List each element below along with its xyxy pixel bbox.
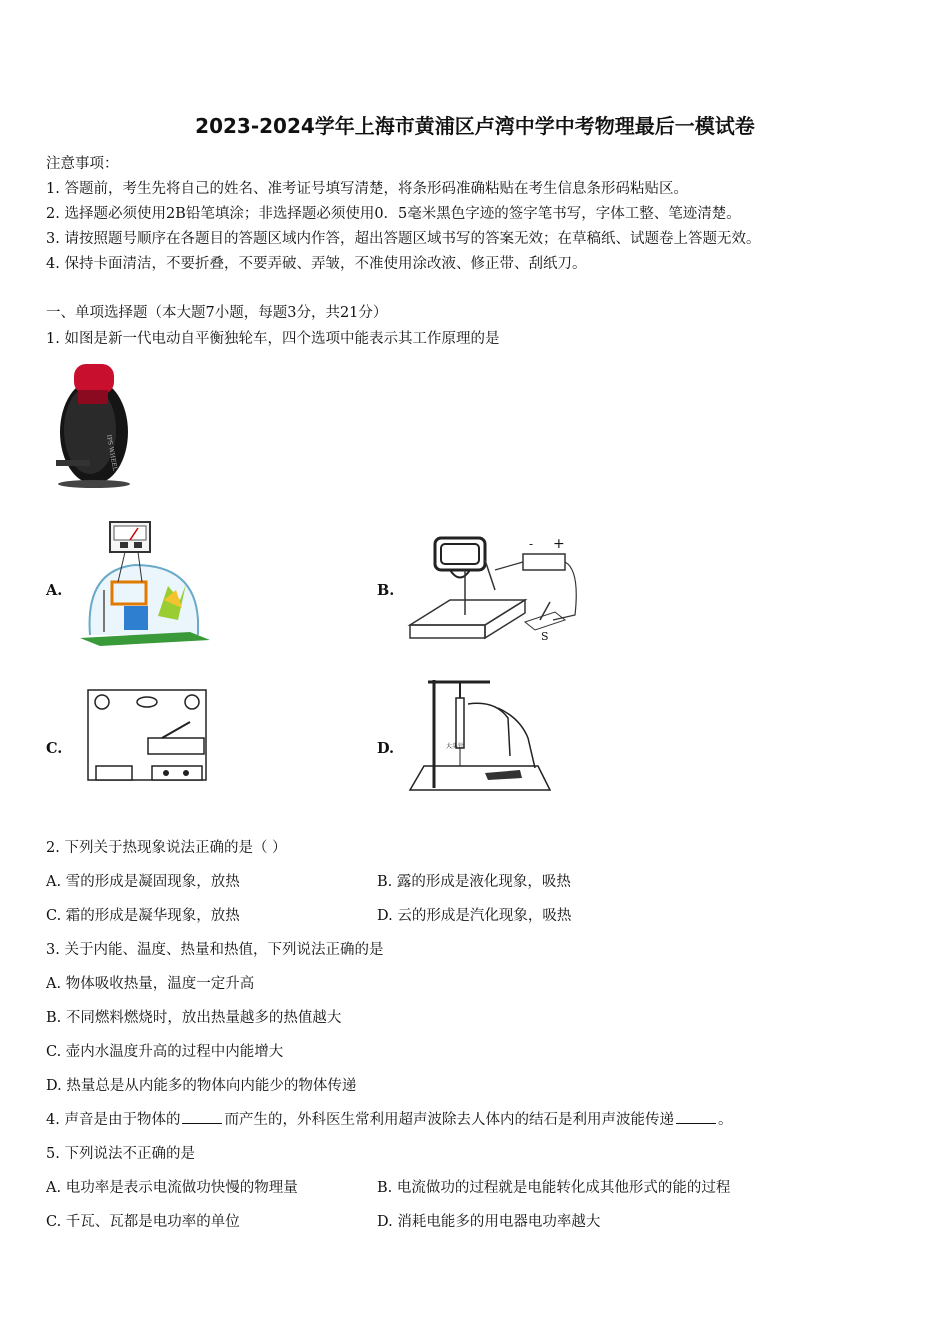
switch-label: S (541, 630, 549, 643)
question-1-stem: 1. 如图是新一代电动自平衡独轮车，四个选项中能表示其工作原理的是 (46, 331, 500, 347)
notice-item-1: 1. 答题前，考生先将自己的姓名、准考证号填写清楚，将条形码准确粘贴在考生信息条形码粘贴区。 (46, 181, 688, 197)
q5-option-b: B. 电流做功的过程就是电能转化成其他形式的能的过程 (377, 1180, 731, 1196)
q1-option-b-label: B. (377, 582, 395, 599)
q4-part-1: 4. 声音是由于物体的 (46, 1112, 181, 1128)
q4-part-3: 。 (717, 1112, 733, 1128)
q4-part-2: 而产生的，外科医生常利用超声波除去人体内的结石是利用声波能传递 (224, 1112, 674, 1128)
page-title: 2023-2024学年上海市黄浦区卢湾中学中考物理最后一模试卷 (195, 114, 755, 138)
q4-blank-2[interactable] (676, 1111, 716, 1124)
q1-option-a-label: A. (46, 582, 63, 599)
pin-label: 大头针 (446, 743, 465, 750)
battery-minus: - (529, 537, 534, 551)
question-3-stem: 3. 关于内能、温度、热量和热值，下列说法正确的是 (46, 942, 384, 958)
unicycle-brand: IPS WHEEL (105, 434, 119, 472)
q3-option-c: C. 壶内水温度升高的过程中内能增大 (46, 1044, 284, 1060)
q1-option-c-label: C. (46, 740, 63, 757)
notice-item-4: 4. 保持卡面清洁，不要折叠，不要弄破、弄皱，不准使用涂改液、修正带、刮纸刀。 (46, 256, 587, 272)
unicycle-figure (52, 360, 137, 490)
question-5-stem: 5. 下列说法不正确的是 (46, 1146, 195, 1162)
notice-item-3: 3. 请按照题号顺序在各题目的答题区域内作答，超出答题区域书写的答案无效；在草稿纸、试题卷上答题无效。 (46, 231, 761, 247)
q1-option-c-figure (82, 682, 212, 792)
section-heading: 一、单项选择题（本大题7小题，每题3分，共21分） (46, 305, 388, 321)
question-2-stem: 2. 下列关于热现象说法正确的是（ ） (46, 840, 287, 856)
q2-option-d: D. 云的形成是汽化现象，吸热 (377, 908, 572, 924)
notice-heading: 注意事项： (46, 156, 119, 172)
notice-item-2: 2. 选择题必须使用2B铅笔填涂；非选择题必须使用0．5毫米黑色字迹的签字笔书写，字体工整、笔迹清楚。 (46, 206, 741, 222)
q1-option-d-figure (410, 678, 555, 793)
q3-option-d: D. 热量总是从内能多的物体向内能少的物体传递 (46, 1078, 357, 1094)
q1-option-d-label: D. (377, 740, 395, 757)
q1-option-a-figure (80, 520, 210, 645)
q3-option-a: A. 物体吸收热量，温度一定升高 (46, 976, 255, 992)
q3-option-b: B. 不同燃料燃烧时，放出热量越多的热值越大 (46, 1010, 342, 1026)
q5-option-d: D. 消耗电能多的用电器电功率越大 (377, 1214, 601, 1230)
q2-option-c: C. 霜的形成是凝华现象，放热 (46, 908, 240, 924)
q4-blank-1[interactable] (182, 1111, 222, 1124)
question-4 (46, 1108, 732, 1129)
q1-option-b-figure (405, 530, 585, 645)
q5-option-c: C. 千瓦、瓦都是电功率的单位 (46, 1214, 240, 1230)
q2-option-b: B. 露的形成是液化现象，吸热 (377, 874, 571, 890)
battery-plus: + (553, 536, 565, 552)
q5-option-a: A. 电功率是表示电流做功快慢的物理量 (46, 1180, 298, 1196)
q2-option-a: A. 雪的形成是凝固现象，放热 (46, 874, 240, 890)
